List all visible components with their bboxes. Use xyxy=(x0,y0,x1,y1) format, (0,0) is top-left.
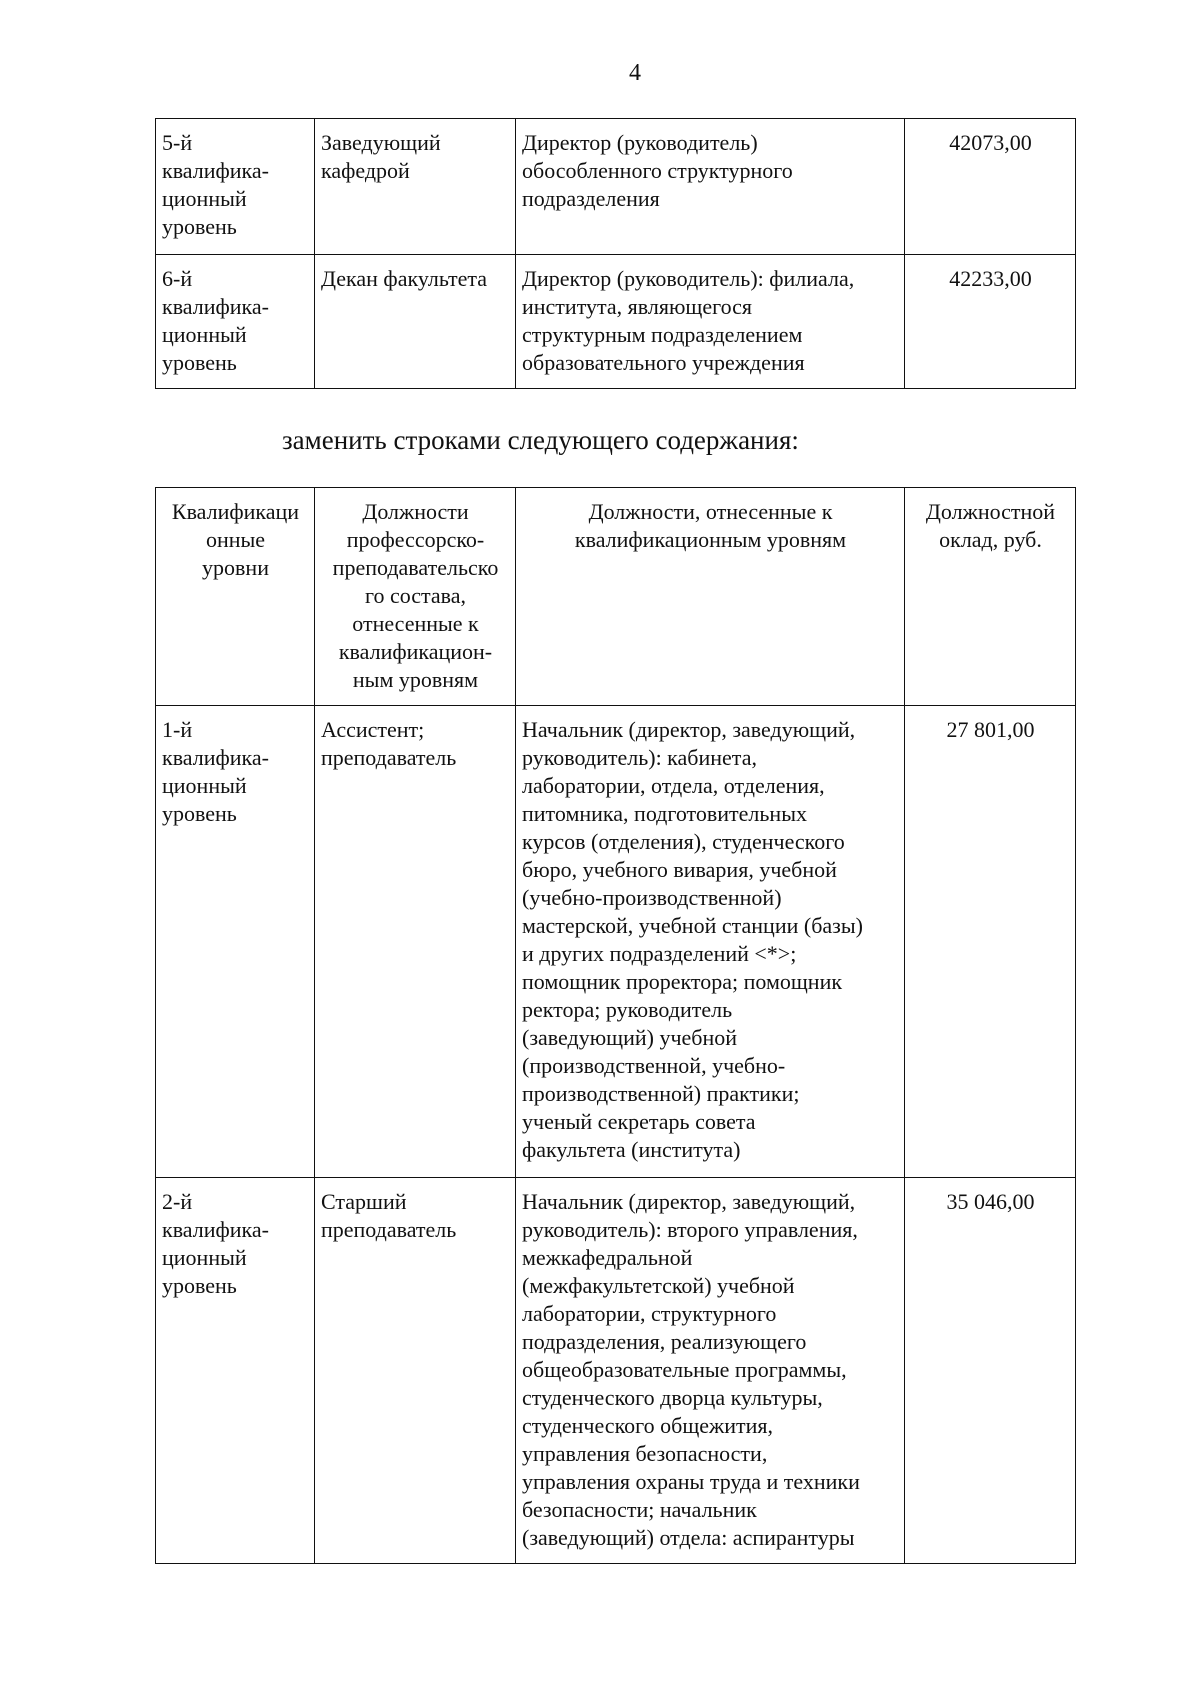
position-cell: Старший преподаватель xyxy=(315,1178,516,1564)
header-positions: Должности, отнесенные к квалификационным уровням xyxy=(516,488,905,706)
table-row xyxy=(156,1178,1076,1564)
salary-cell: 42073,00 xyxy=(905,119,1076,255)
qualification-level-cell: 5-й квалифика- ционный уровень xyxy=(156,119,315,255)
header-faculty-positions: Должности профессорско- преподавательско го состава, отнесенные к квалификацион- ным уровням xyxy=(315,488,516,706)
table-row xyxy=(156,119,1076,255)
qualification-level-cell: 6-й квалифика- ционный уровень xyxy=(156,255,315,389)
page-number: 4 xyxy=(629,60,641,86)
salary-cell: 42233,00 xyxy=(905,255,1076,389)
salary-cell: 35 046,00 xyxy=(905,1178,1076,1564)
qualification-level-cell: 2-й квалифика- ционный уровень xyxy=(156,1178,315,1564)
new-rows-table xyxy=(155,487,1076,1564)
description-cell: Начальник (директор, заведующий, руководитель): второго управления, межкафедральной (межфакультетской) учебной лаборатории, структурного подразделения, реализующего общеобразовательные программы, студенческого дворца культуры, студенческого общежития, управления безопасности, управления охраны труда и техники безопасности; начальник (заведующий) отдела: аспирантуры xyxy=(516,1178,905,1564)
position-cell: Ассистент; преподаватель xyxy=(315,706,516,1178)
header-salary: Должностной оклад, руб. xyxy=(905,488,1076,706)
header-qualification-levels: Квалификаци онные уровни xyxy=(156,488,315,706)
replacement-instruction: заменить строками следующего содержания: xyxy=(282,425,799,455)
position-cell: Заведующий кафедрой xyxy=(315,119,516,255)
old-rows-table xyxy=(155,118,1076,389)
table-row xyxy=(156,706,1076,1178)
description-cell: Директор (руководитель) обособленного структурного подразделения xyxy=(516,119,905,255)
position-cell: Декан факультета xyxy=(315,255,516,389)
table-row xyxy=(156,255,1076,389)
table-header-row xyxy=(156,488,1076,706)
salary-cell: 27 801,00 xyxy=(905,706,1076,1178)
qualification-level-cell: 1-й квалифика- ционный уровень xyxy=(156,706,315,1178)
description-cell: Начальник (директор, заведующий, руководитель): кабинета, лаборатории, отдела, отделения, питомника, подготовительных курсов (отделения), студенческого бюро, учебного вивария, учебной (учебно-производственной) мастерской, учебной станции (базы) и других подразделений <*>; помощник проректора; помощник ректора; руководитель (заведующий) учебной (производственной, учебно- производственной) практики; ученый секретарь совета факультета (института) xyxy=(516,706,905,1178)
description-cell: Директор (руководитель): филиала, института, являющегося структурным подразделением образовательного учреждения xyxy=(516,255,905,389)
